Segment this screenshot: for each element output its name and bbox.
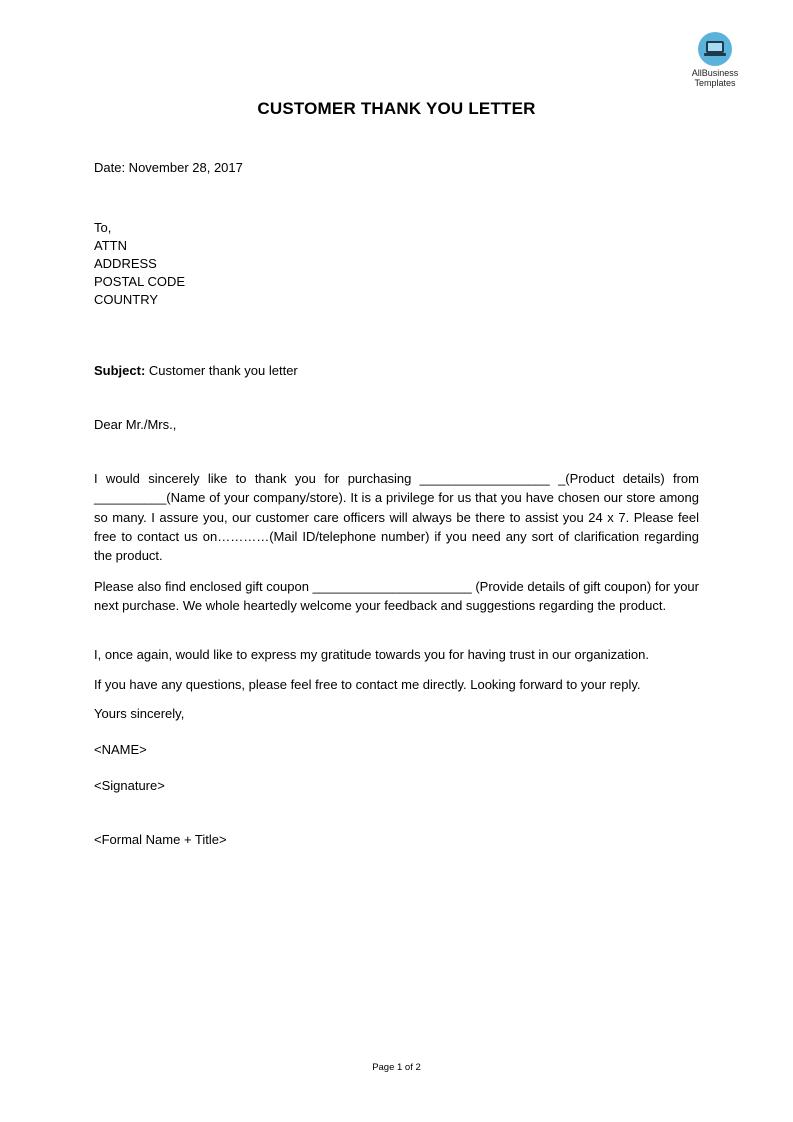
name-placeholder: <NAME> <box>94 742 147 757</box>
paragraph-2: Please also find enclosed gift coupon ______________________ (Provide details of gift coupon) for your next purchase. We whole heartedly welcome your feedback and suggestions regarding the product. <box>94 579 699 614</box>
subject-line <box>94 362 298 380</box>
letter-title: CUSTOMER THANK YOU LETTER <box>257 99 536 118</box>
signature-placeholder: <Signature> <box>94 778 165 793</box>
laptop-icon <box>698 32 732 66</box>
recipient-address: ADDRESS <box>94 256 157 271</box>
subject-label: Subject: <box>94 363 146 378</box>
logo-line-1: AllBusiness <box>691 68 739 78</box>
closing: Yours sincerely, <box>94 706 185 721</box>
paragraph-4: If you have any questions, please feel free to contact me directly. Looking forward to your reply. <box>94 677 641 692</box>
recipient-block <box>94 219 185 309</box>
recipient-postal-code: POSTAL CODE <box>94 274 186 289</box>
logo-text <box>686 68 744 88</box>
recipient-to: To, <box>94 220 112 235</box>
page-number: Page 1 of 2 <box>372 1062 421 1073</box>
allbusiness-logo <box>686 32 744 88</box>
subject-text: Customer thank you letter <box>145 363 298 378</box>
formal-name-placeholder: <Formal Name + Title> <box>94 832 227 847</box>
logo-line-2: Templates <box>694 78 736 88</box>
letter-date: Date: November 28, 2017 <box>94 160 243 175</box>
paragraph-1: I would sincerely like to thank you for purchasing __________________ _(Product details) from __________(Name of your company/store). It is a privilege for us that you have chosen our store among so many. I assure you, our customer care officers will always be there to assist you 24 x 7. Please feel free to contact us on…………(Mail ID/telephone number) if you need any sort of clarification regarding the product. <box>94 471 699 564</box>
recipient-attn: ATTN <box>94 238 127 253</box>
paragraph-3: I, once again, would like to express my gratitude towards you for having trust in our organization. <box>94 647 649 662</box>
salutation: Dear Mr./Mrs., <box>94 417 177 432</box>
recipient-country: COUNTRY <box>94 292 159 307</box>
